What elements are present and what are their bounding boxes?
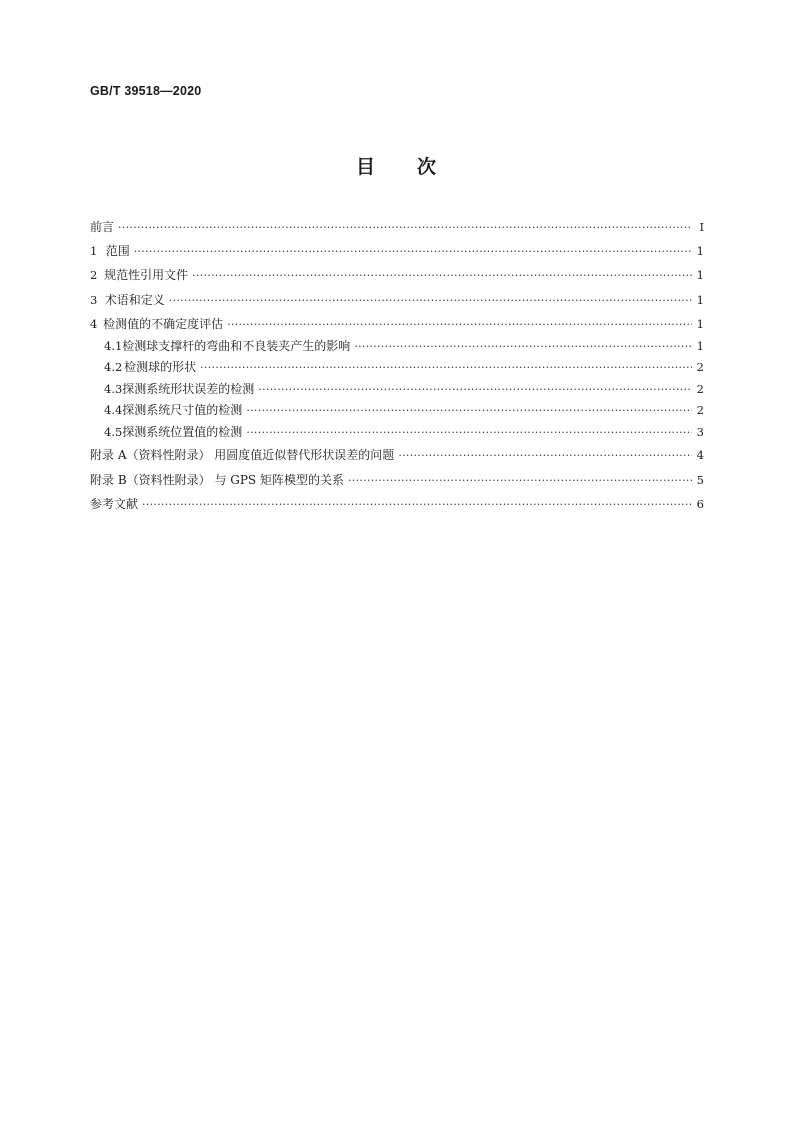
toc-entry-appendix-b[interactable] bbox=[90, 468, 704, 492]
toc-title-char-1: 目 bbox=[355, 156, 377, 178]
toc-entry-4-1[interactable] bbox=[90, 336, 704, 358]
toc-entry-number: 4.5 bbox=[104, 424, 123, 439]
table-of-contents bbox=[90, 215, 704, 516]
toc-entry-4-2[interactable] bbox=[90, 357, 704, 379]
toc-entry-label: 附录 B（资料性附录） 与 GPS 矩阵模型的关系 bbox=[90, 472, 344, 487]
toc-entry-4-3[interactable] bbox=[90, 379, 704, 401]
toc-entry-label: 检测球支撑杆的弯曲和不良装夹产生的影响 bbox=[122, 338, 351, 353]
toc-entry-4-5[interactable] bbox=[90, 422, 704, 444]
toc-entry-page: 2 bbox=[696, 381, 704, 396]
toc-title bbox=[0, 152, 794, 179]
toc-entry-page: 2 bbox=[696, 360, 704, 375]
toc-leader-dots bbox=[192, 264, 692, 288]
toc-entry-page: 1 bbox=[696, 338, 704, 353]
toc-entry-foreword[interactable] bbox=[90, 215, 704, 239]
toc-entry-label: 范围 bbox=[105, 244, 130, 259]
toc-entry-label: 术语和定义 bbox=[104, 292, 165, 307]
toc-entry-number: 1 bbox=[90, 244, 98, 259]
toc-leader-dots bbox=[258, 379, 692, 401]
toc-entry-page: 1 bbox=[696, 268, 704, 283]
toc-entry-2[interactable] bbox=[90, 263, 704, 287]
toc-entry-label: 检测值的不确定度评估 bbox=[103, 316, 224, 331]
toc-entry-number: 3 bbox=[90, 292, 98, 307]
toc-entry-4-4[interactable] bbox=[90, 400, 704, 422]
toc-title-char-2: 次 bbox=[417, 156, 439, 178]
toc-leader-dots bbox=[200, 357, 692, 379]
toc-leader-dots bbox=[227, 313, 692, 337]
toc-entry-number: 4.3 bbox=[104, 381, 123, 396]
document-code: GB/T 39518—2020 bbox=[90, 84, 202, 98]
toc-entry-label: 附录 A（资料性附录） 用圆度值近似替代形状误差的问题 bbox=[90, 448, 395, 463]
toc-entry-page: 3 bbox=[696, 424, 704, 439]
toc-entry-page: 5 bbox=[696, 472, 704, 487]
toc-leader-dots bbox=[134, 240, 692, 264]
toc-leader-dots bbox=[246, 400, 692, 422]
toc-entry-label: 参考文献 bbox=[90, 496, 139, 511]
toc-entry-page: 6 bbox=[696, 496, 704, 511]
toc-entry-page: 1 bbox=[696, 316, 704, 331]
toc-leader-dots bbox=[118, 216, 692, 240]
toc-leader-dots bbox=[398, 444, 692, 468]
toc-entry-number: 4 bbox=[90, 316, 98, 331]
toc-entry-3[interactable] bbox=[90, 288, 704, 312]
toc-entry-label: 检测球的形状 bbox=[124, 360, 197, 375]
toc-entry-page: 1 bbox=[696, 244, 704, 259]
toc-entry-label: 规范性引用文件 bbox=[104, 268, 189, 283]
toc-entry-page: Ⅰ bbox=[699, 220, 704, 234]
toc-leader-dots bbox=[348, 469, 692, 493]
toc-leader-dots bbox=[169, 289, 692, 313]
toc-entry-number: 4.2 bbox=[104, 360, 123, 375]
toc-entry-number: 4.1 bbox=[104, 338, 123, 353]
toc-entry-bibliography[interactable] bbox=[90, 492, 704, 516]
toc-entry-4[interactable] bbox=[90, 312, 704, 336]
toc-leader-dots bbox=[142, 493, 692, 517]
toc-entry-label: 前言 bbox=[90, 220, 115, 234]
toc-entry-1[interactable] bbox=[90, 239, 704, 263]
toc-entry-label: 探测系统形状误差的检测 bbox=[122, 381, 255, 396]
toc-entry-page: 4 bbox=[696, 448, 704, 463]
toc-entry-appendix-a[interactable] bbox=[90, 443, 704, 467]
toc-entry-page: 1 bbox=[696, 292, 704, 307]
toc-leader-dots bbox=[354, 336, 692, 358]
toc-entry-number: 4.4 bbox=[104, 403, 123, 418]
toc-entry-page: 2 bbox=[696, 403, 704, 418]
toc-leader-dots bbox=[246, 422, 692, 444]
toc-entry-label: 探测系统位置值的检测 bbox=[122, 424, 243, 439]
toc-entry-number: 2 bbox=[90, 268, 98, 283]
toc-entry-label: 探测系统尺寸值的检测 bbox=[122, 403, 243, 418]
